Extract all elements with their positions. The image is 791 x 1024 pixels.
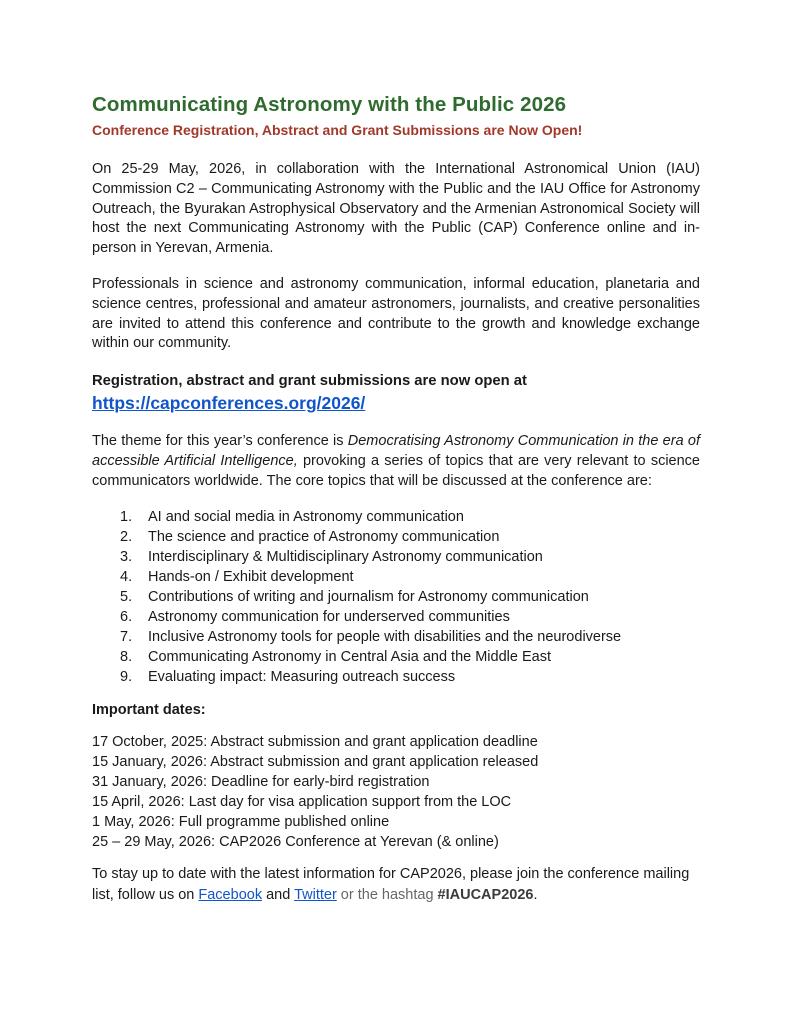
registration-open-line: Registration, abstract and grant submissions are now open at <box>92 373 527 390</box>
topic-label: Inclusive Astronomy tools for people with disabilities and the neurodiverse <box>148 628 622 645</box>
topic-number: 6. <box>120 608 133 625</box>
date-item: 25 – 29 May, 2026: CAP2026 Conference at Yerevan (& online) <box>92 833 499 850</box>
footer-text-hashtag-lead: or the hashtag <box>336 886 438 903</box>
topic-item <box>92 667 700 687</box>
intro-paragraph: On 25-29 May, 2026, in collaboration with the International Astronomical Union (IAU) Commission C2 – Communicating Astronomy with the Public and the IAU Office for Astronomy Outreach, the Byurakan Astrophysical Observatory and the Armenian Astronomical Society will host the next Communicating Astronomy with the Public (CAP) Conference online and in-person in Yerevan, Armenia. <box>92 161 700 257</box>
topic-number: 4. <box>120 568 133 585</box>
topic-label: The science and practice of Astronomy communication <box>148 528 500 545</box>
theme-text-tail: provoking a series of topics that are very relevant to science communicators worldwide. The core topics that will be discussed at the conference are: <box>92 452 700 489</box>
topic-number: 9. <box>120 668 133 685</box>
topic-label: Contributions of writing and journalism for Astronomy communication <box>148 588 589 605</box>
theme-text-lead: The theme for this year’s conference is <box>92 433 348 450</box>
topic-label: Evaluating impact: Measuring outreach success <box>148 668 456 685</box>
footer-text-lead: To stay up to date with the latest information for CAP2026, please join the conference mailing list, follow us on <box>92 865 690 903</box>
audience-paragraph: Professionals in science and astronomy communication, informal education, planetaria and science centres, professional and amateur astronomers, journalists, and creative personalities are invited to attend this conference and contribute to the growth and knowledge exchange within our community. <box>92 275 700 352</box>
topic-item <box>92 627 700 647</box>
topic-number: 5. <box>120 588 133 605</box>
conference-website-link[interactable]: https://capconferences.org/2026/ <box>92 393 366 414</box>
date-item: 31 January, 2026: Deadline for early-bird registration <box>92 773 430 790</box>
footer-paragraph <box>92 864 700 906</box>
topic-number: 1. <box>120 508 133 525</box>
topic-item <box>92 507 700 527</box>
page-title: Communicating Astronomy with the Public 2026 <box>92 93 567 116</box>
topic-item <box>92 647 700 667</box>
topic-label: Interdisciplinary & Multidisciplinary Astronomy communication <box>148 548 543 565</box>
topic-item <box>92 567 700 587</box>
topic-item <box>92 547 700 567</box>
topic-label: Communicating Astronomy in Central Asia and the Middle East <box>148 648 551 665</box>
topics-list <box>92 507 700 687</box>
twitter-link[interactable]: Twitter <box>294 886 337 903</box>
topic-item <box>92 527 700 547</box>
footer-text-period: . <box>533 886 538 903</box>
topic-label: Hands-on / Exhibit development <box>148 568 354 585</box>
date-item: 1 May, 2026: Full programme published online <box>92 813 390 830</box>
footer-text-and: and <box>262 886 295 903</box>
topic-item <box>92 607 700 627</box>
theme-paragraph <box>92 432 700 491</box>
topic-number: 8. <box>120 648 133 665</box>
topic-label: AI and social media in Astronomy communication <box>148 508 464 525</box>
date-item: 15 January, 2026: Abstract submission and grant application released <box>92 753 539 770</box>
conference-hashtag: #IAUCAP2026 <box>437 886 534 903</box>
topic-number: 7. <box>120 628 133 645</box>
important-dates-heading: Important dates: <box>92 701 206 718</box>
topic-number: 2. <box>120 528 133 545</box>
topic-item <box>92 587 700 607</box>
theme-title-italic: Democratising Astronomy Communication in the era of accessible Artificial Intelligence, <box>92 433 700 469</box>
topic-label: Astronomy communication for underserved communities <box>148 608 510 625</box>
important-dates-list <box>92 732 700 852</box>
date-item: 15 April, 2026: Last day for visa application support from the LOC <box>92 793 512 810</box>
facebook-link[interactable]: Facebook <box>198 886 263 903</box>
date-item: 17 October, 2025: Abstract submission and grant application deadline <box>92 733 538 750</box>
page-subtitle: Conference Registration, Abstract and Grant Submissions are Now Open! <box>92 122 583 138</box>
topic-number: 3. <box>120 548 133 565</box>
